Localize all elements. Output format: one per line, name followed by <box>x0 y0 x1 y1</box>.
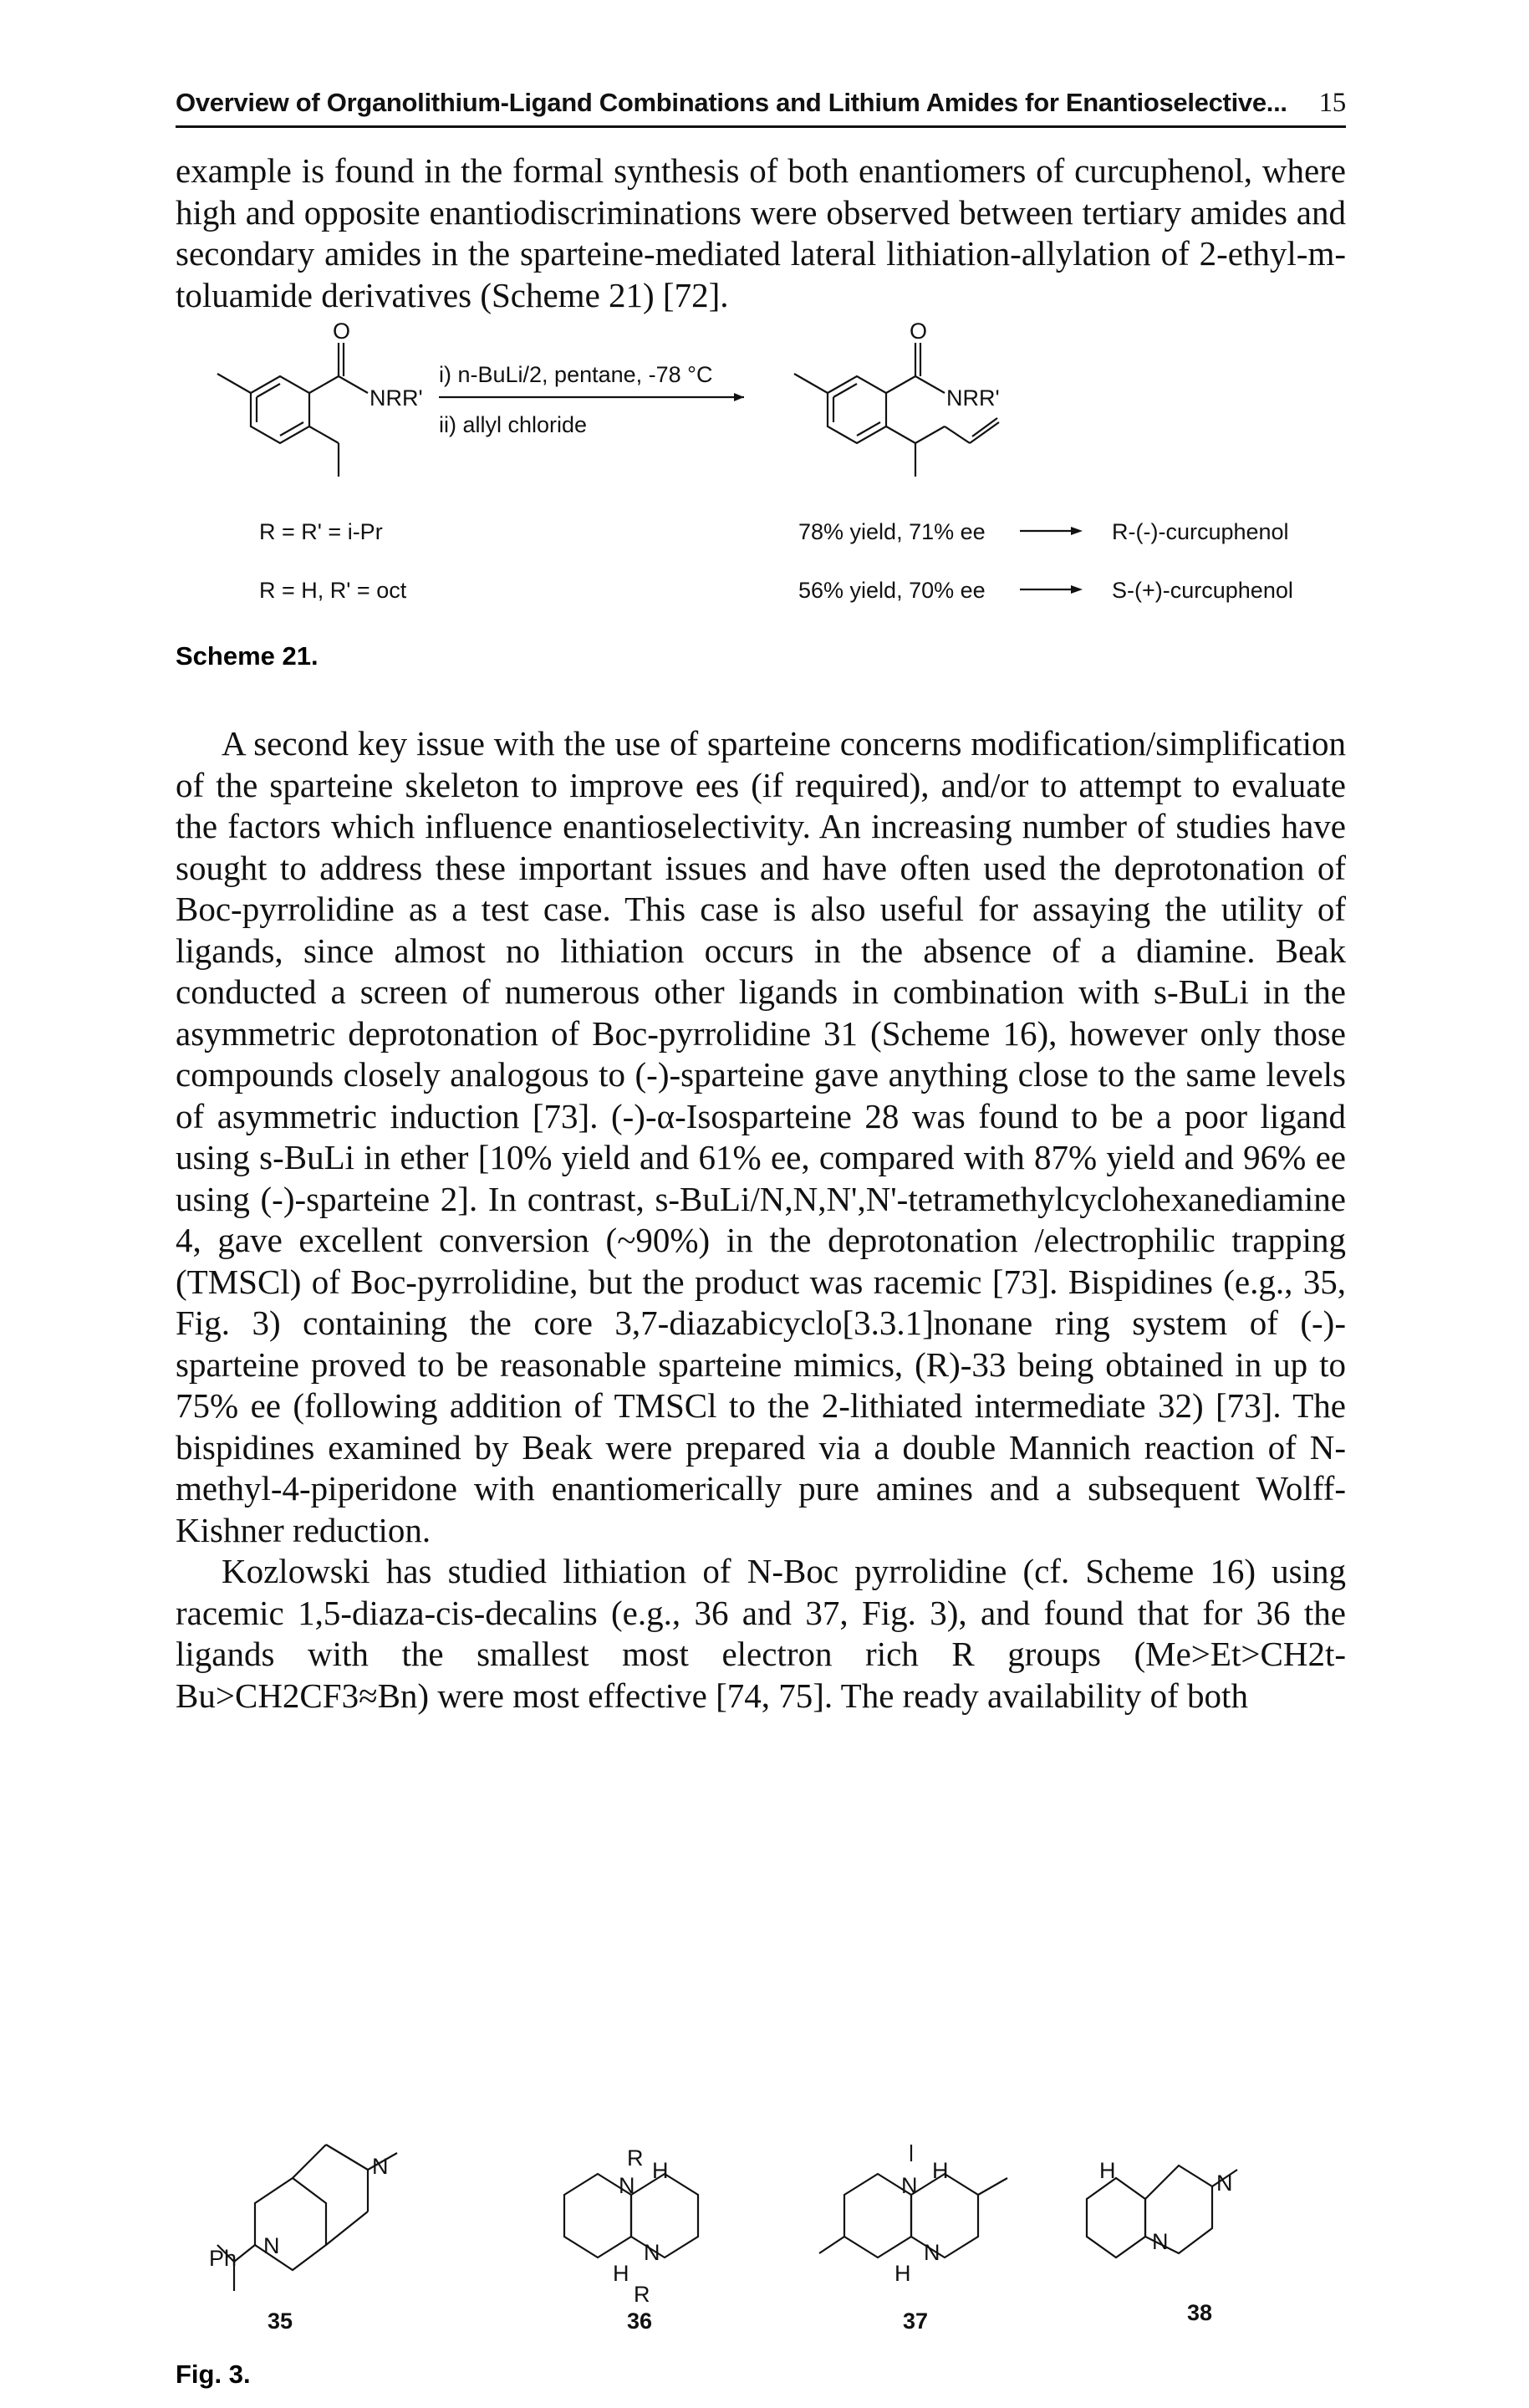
compound-37-atom-h-bottom: H <box>894 2261 911 2286</box>
running-title: Overview of Organolithium-Ligand Combinations and Lithium Amides for Enantioselective... <box>176 88 1287 117</box>
reactant-benzene-ring <box>251 376 309 443</box>
compound-38-label: 38 <box>1187 2300 1213 2325</box>
row-1-substituents: R = R' = i-Pr <box>259 519 383 544</box>
compound-37-ring-b <box>911 2174 978 2258</box>
figure-3-drawing <box>176 2128 1346 2404</box>
reagent-step-1: i) n-BuLi/2, pentane, -78 °C <box>439 362 713 387</box>
compound-36-atom-n-bottom: N <box>644 2240 660 2265</box>
page <box>176 88 1346 2389</box>
compound-38-atom-h: H <box>1099 2158 1116 2183</box>
scheme-21 <box>176 319 1346 690</box>
product-benzene-ring <box>828 376 886 443</box>
compound-37-atom-h-top: H <box>932 2158 949 2183</box>
reactant-amide: NRR' <box>370 385 423 411</box>
product-amide: NRR' <box>946 385 1000 411</box>
compound-35-label: 35 <box>268 2309 293 2334</box>
row-2-result: 56% yield, 70% ee <box>798 578 986 603</box>
scheme-21-caption: Scheme 21. <box>176 641 319 671</box>
compound-36-atom-n-top: N <box>619 2173 635 2198</box>
compound-36-atom-r-bottom: R <box>634 2282 650 2307</box>
compound-37-label: 37 <box>903 2309 929 2334</box>
row-1-product: R-(-)-curcuphenol <box>1112 519 1289 544</box>
figure-3 <box>176 2128 1346 2404</box>
compound-35-atom-ph: Ph <box>209 2246 237 2271</box>
figure-3-caption: Fig. 3. <box>176 2360 251 2389</box>
compound-38-atom-n-center: N <box>1152 2229 1169 2254</box>
row-1-result: 78% yield, 71% ee <box>798 519 986 544</box>
scheme-21-drawing <box>176 319 1346 690</box>
compound-35-atom-n1: N <box>263 2233 280 2258</box>
compound-38-atom-n-right: N <box>1216 2171 1233 2196</box>
compound-36-atom-h-bottom: H <box>613 2261 629 2286</box>
reagent-step-2: ii) allyl chloride <box>439 412 588 437</box>
body-paragraphs <box>176 723 1346 1717</box>
compound-36-ring-b <box>631 2174 698 2258</box>
compound-36-atom-h-top: H <box>652 2158 669 2183</box>
compound-38-ring-a <box>1087 2178 1145 2258</box>
paragraph-3: Kozlowski has studied lithiation of N-Boc pyrrolidine (cf. Scheme 16) using racemic 1,5-diaza-cis-decalins (e.g., 36 and 37, Fig. 3), and found that for 36 the ligands with the smallest most electron rich R groups (Me>Et>CH2t-Bu>CH2CF3≈Bn) were most effective [74, 75]. The ready availability of both <box>176 1552 1346 1715</box>
page-number: 15 <box>1318 88 1346 118</box>
compound-36-label: 36 <box>627 2309 653 2334</box>
row-2-product: S-(+)-curcuphenol <box>1112 578 1293 603</box>
running-header <box>176 88 1346 128</box>
paragraph-2: A second key issue with the use of sparteine concerns modification/simplification of the sparteine skeleton to improve ees (if required), and/or to attempt to evaluate the factors which influence enantioselectivity. An increasing number of studies have sought to address these important issues and have often used the deprotonation of Boc-pyrrolidine as a test case. This case is also useful for assaying the utility of ligands, since almost no lithiation occurs in the absence of a diamine. Beak conducted a screen of numerous other ligands in combination with s-BuLi in the asymmetric deprotonation of Boc-pyrrolidine 31 (Scheme 16), however only those compounds closely analogous to (-)-sparteine gave anything close to the same levels of asymmetric induction [73]. (-)-α-Isosparteine 28 was found to be a poor ligand using s-BuLi in ether [10% yield and 61% ee, compared with 87% yield and 96% ee using (-)-sparteine 2]. In contrast, s-BuLi/N,N,N',N'-tetramethylcyclohexanediamine 4, gave excellent conversion (~90%) in the deprotonation /electrophilic trapping (TMSCl) of Boc-pyrrolidine, but the product was racemic [73]. Bispidines (e.g., 35, Fig. 3) containing the core 3,7-diazabicyclo[3.3.1]nonane ring system of (-)-sparteine proved to be reasonable sparteine mimics, (R)-33 being obtained in up to 75% ee (following addition of TMSCl to the 2-lithiated intermediate 32) [73]. The bispidines examined by Beak were prepared via a double Mannich reaction of N-methyl-4-piperidone with enantiomerically pure amines and a subsequent Wolff-Kishner reduction. <box>176 724 1346 1549</box>
compound-37-atom-n-top: N <box>901 2173 918 2198</box>
compound-37-atom-n-bottom: N <box>924 2240 940 2265</box>
compound-35-atom-n2: N <box>372 2154 389 2179</box>
product-oxygen: O <box>910 319 928 344</box>
paragraph-1: example is found in the formal synthesis of both enantiomers of curcuphenol, where high and opposite enantiodiscriminations were observed between tertiary amides and secondary amides in the sparteine-mediated lateral lithiation-allylation of 2-ethyl-m-toluamide derivatives (Scheme 21) [72]. <box>176 151 1346 314</box>
row-2-substituents: R = H, R' = oct <box>259 578 407 603</box>
compound-36-atom-r-top: R <box>627 2145 644 2171</box>
reactant-oxygen: O <box>333 319 351 344</box>
